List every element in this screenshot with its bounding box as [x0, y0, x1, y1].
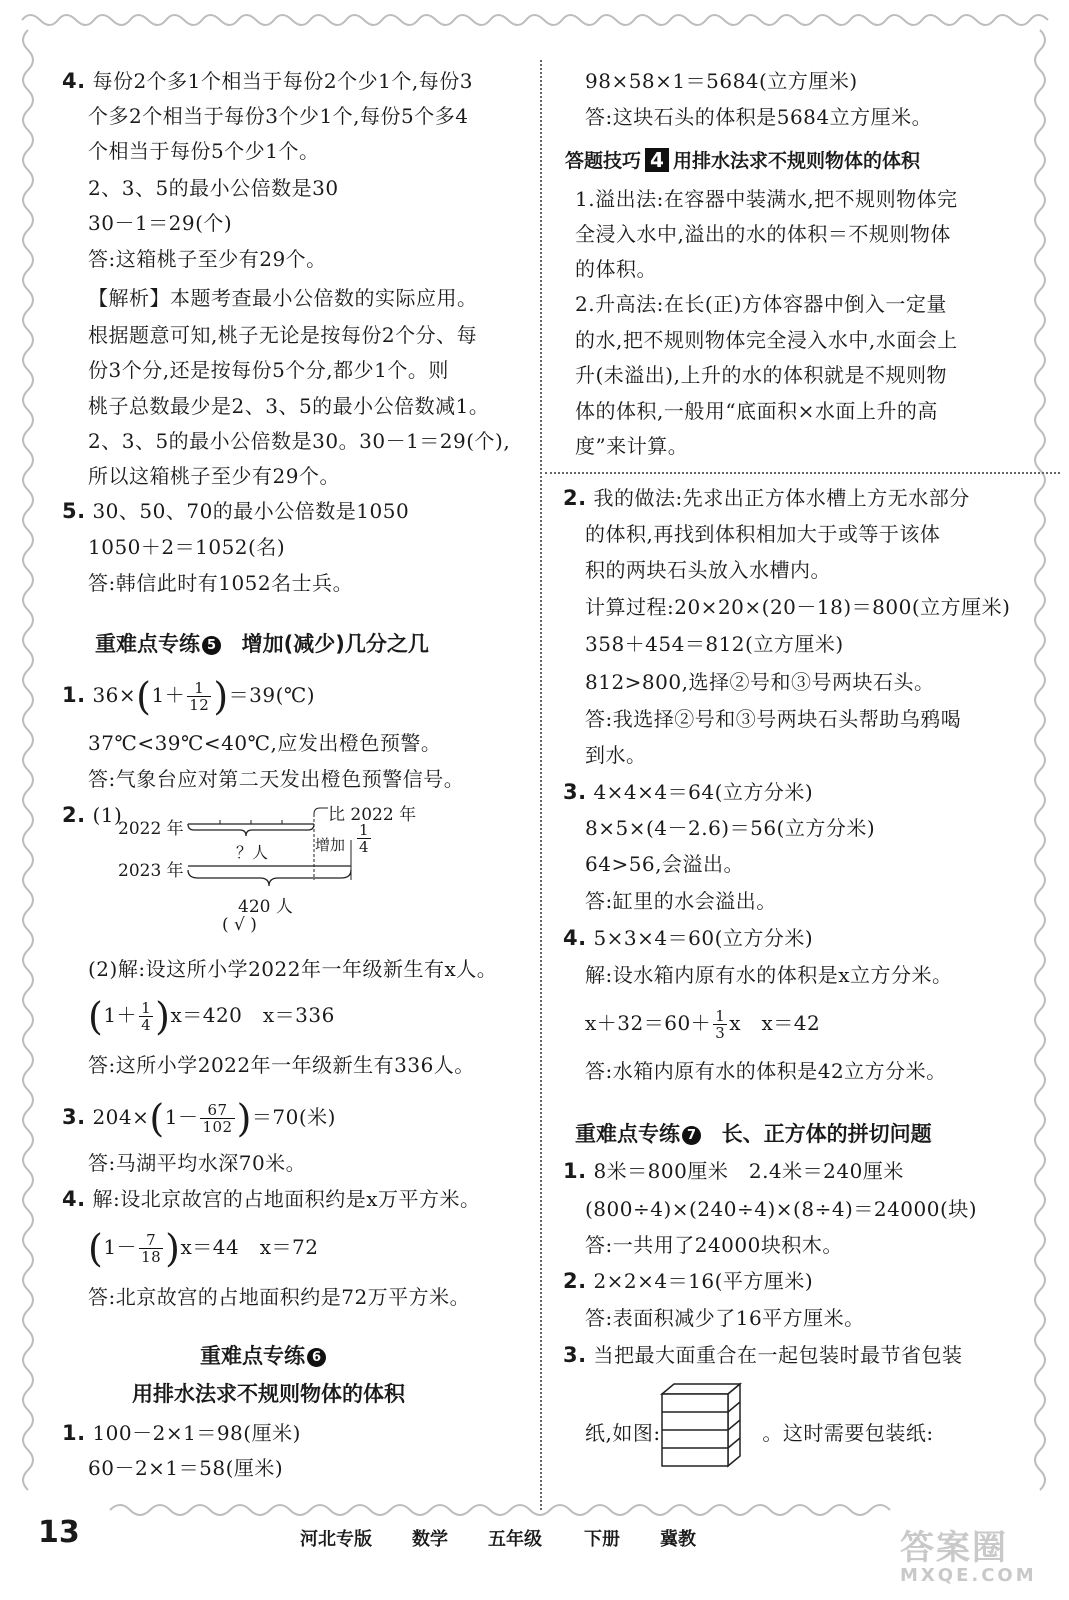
- s7q1-line-2: (800÷4)×(240÷4)×(8÷4)＝24000(块): [585, 1197, 978, 1221]
- s6q4-equation: [585, 1008, 820, 1041]
- s6q2-text: 我的做法:先求出正方体水槽上方无水部分: [593, 486, 970, 510]
- s6q2-line-6: 812>800,选择②号和③号两块石头。: [585, 670, 935, 694]
- tip-b5: 度”来计算。: [575, 434, 689, 458]
- question-number: 3.: [62, 1105, 86, 1129]
- s6q3-answer: 答:缸里的水会溢出。: [585, 889, 777, 913]
- eq-term: 1－: [103, 1235, 138, 1259]
- label-unknown: ？人: [236, 843, 269, 862]
- question-number: 2.: [62, 803, 86, 827]
- q5-text-1: 30、50、70的最小公倍数是1050: [92, 499, 410, 523]
- increase-fraction: $\frac{1}{4}$: [359, 821, 369, 856]
- q4-line-4: 2、3、5的最小公倍数是30: [88, 176, 339, 200]
- section-5-heading: [95, 628, 429, 658]
- q4-line-1: [62, 68, 473, 94]
- s5q2-answer: 答:这所小学2022年一年级新生有336人。: [88, 1053, 475, 1077]
- section-number-badge: 6: [307, 1348, 326, 1367]
- tip-b4: 体的体积,一般用“底面积×水面上升的高: [575, 399, 938, 423]
- question-number: 3.: [563, 1343, 587, 1367]
- question-number: 4.: [62, 1187, 86, 1211]
- s6q2-line-2: 的体积,再找到体积相加大于或等于该体: [585, 522, 941, 546]
- s7q3-prefix: 纸,如图:: [585, 1421, 661, 1445]
- tip-a1: 1.溢出法:在容器中装满水,把不规则物体完: [575, 187, 958, 211]
- question-number: 2.: [563, 486, 587, 510]
- tip-b1: 2.升高法:在长(正)方体容器中倒入一定量: [575, 292, 947, 316]
- q4-line-2: 个多2个相当于每份3个少1个,每份5个多4: [88, 104, 469, 128]
- question-number: 2.: [563, 1269, 587, 1293]
- s5q4-text: 解:设北京故宫的占地面积约是x万平方米。: [92, 1187, 481, 1211]
- label-total: 420 人: [238, 897, 293, 917]
- q4-analysis-5: 2、3、5的最小公倍数是30。30－1＝29(个),: [88, 429, 511, 453]
- s7q1-text: 8米＝800厘米 2.4米＝240厘米: [593, 1159, 904, 1183]
- footer-volume: 下册: [584, 1529, 620, 1550]
- question-number: 3.: [563, 780, 587, 804]
- s6q4-answer: 答:水箱内原有水的体积是42立方分米。: [585, 1059, 947, 1083]
- section-6-heading: [200, 1340, 332, 1370]
- q4-line-5: 30－1＝29(个): [88, 211, 233, 235]
- question-number: 4.: [62, 69, 86, 93]
- stacked-boxes-figure: [660, 1382, 750, 1472]
- question-number: 4.: [563, 926, 587, 950]
- question-number: 1.: [62, 1421, 86, 1445]
- tip-b3: 升(未溢出),上升的水的体积就是不规则物: [575, 363, 947, 387]
- s6q3-line-1: [563, 779, 813, 805]
- q4-analysis-1: 【解析】本题考查最小公倍数的实际应用。: [88, 286, 478, 310]
- q4-analysis-4: 桃子总数最少是2、3、5的最小公倍数减1。: [88, 394, 490, 418]
- s7q1-line-1: [563, 1158, 904, 1184]
- section-subtitle: 长、正方体的拼切问题: [721, 1122, 932, 1146]
- fraction: $\frac{7}{18}$: [141, 1231, 162, 1266]
- s5q1-answer: 答:气象台应对第二天发出橙色预警信号。: [88, 767, 465, 791]
- fraction: $\frac{1}{3}$: [715, 1007, 726, 1042]
- s5q1-equation: 1. 36×(1＋ $\frac{1}{12}$ )＝39(℃): [62, 674, 316, 719]
- s6q1-text: 100－2×1＝98(厘米): [92, 1421, 301, 1445]
- q4-analysis-6: 所以这箱桃子至少有29个。: [88, 464, 340, 488]
- fraction: $\frac{1}{4}$: [141, 999, 152, 1034]
- s6q1-line-2: 60－2×1＝58(厘米): [88, 1456, 284, 1480]
- eq-suffix: ＝39(℃): [228, 683, 316, 707]
- s5q2-part1: [62, 802, 122, 828]
- question-number: 1.: [62, 683, 86, 707]
- s7q2-answer: 答:表面积减少了16平方厘米。: [585, 1306, 865, 1330]
- s5q4-equation: (1－ $\frac{7}{18}$ )x＝44 x＝72: [88, 1226, 319, 1271]
- footer-grade: 五年级: [488, 1529, 542, 1550]
- tip-a2: 全浸入水中,溢出的水的体积＝不规则物体: [575, 222, 951, 246]
- question-number: 5.: [62, 499, 86, 523]
- footer-subject: 数学: [412, 1529, 448, 1550]
- q4-text-1: 每份2个多1个相当于每份2个少1个,每份3: [92, 69, 473, 93]
- label-check: ( √ ): [222, 915, 257, 935]
- label-compare: 比 2022 年: [328, 805, 417, 825]
- q4-analysis-2: 根据题意可知,桃子无论是按每份2个分、每: [88, 323, 478, 347]
- q5-line-1: [62, 498, 409, 524]
- s5q2-equation: (1＋ $\frac{1}{4}$ )x＝420 x＝336: [88, 994, 335, 1039]
- section-subtitle: 增加(减少)几分之几: [241, 632, 429, 656]
- s7q2-text: 2×2×4＝16(平方厘米): [593, 1269, 814, 1293]
- s6q3-line-2: 8×5×(4－2.6)＝56(立方分米): [585, 816, 876, 840]
- footer-edition: 河北专版: [300, 1529, 372, 1550]
- section-number-badge: 7: [682, 1126, 701, 1145]
- page-number: 13: [38, 1515, 80, 1550]
- eq-suffix: x x＝42: [729, 1011, 821, 1035]
- eq-prefix: 36×: [92, 683, 137, 707]
- section-title: 重难点专练: [200, 1344, 305, 1368]
- question-number: 1.: [563, 1159, 587, 1183]
- section-title: 重难点专练: [95, 632, 200, 656]
- s6q2-line-5: 358＋454＝812(立方厘米): [585, 632, 844, 656]
- section-7-heading: [575, 1118, 932, 1148]
- tip-separator: [545, 472, 1060, 474]
- eq-prefix: x＋32＝60＋: [585, 1011, 712, 1035]
- tip-number-badge: 4: [645, 148, 669, 172]
- eq-term: 1－: [164, 1105, 199, 1129]
- s6q2-line-1: [563, 485, 970, 511]
- label-2022: 2022 年: [118, 819, 184, 839]
- s7q3-line-1: [563, 1342, 962, 1368]
- s7q3-text: 当把最大面重合在一起包装时最节省包装: [593, 1343, 963, 1367]
- s6q2-line-4: 计算过程:20×20×(20－18)＝800(立方厘米): [585, 595, 1011, 619]
- s5q4-line-1: [62, 1186, 480, 1212]
- s6q4-line-1: [563, 925, 813, 951]
- s6q2-answer-2: 到水。: [585, 743, 647, 767]
- r-cont-answer: 答:这块石头的体积是5684立方厘米。: [585, 105, 933, 129]
- tip-title: 用排水法求不规则物体的体积: [672, 150, 920, 172]
- s5q2-part2: (2)解:设这所小学2022年一年级新生有x人。: [88, 957, 498, 981]
- s5q1-line-2: 37℃<39℃<40℃,应发出橙色预警。: [88, 731, 442, 755]
- label-increase: 增加: [315, 836, 346, 854]
- tip-heading: [565, 146, 920, 173]
- fraction: $\frac{1}{12}$: [189, 679, 210, 714]
- fraction: $\frac{67}{102}$: [202, 1101, 233, 1136]
- label-2023: 2023 年: [118, 861, 184, 881]
- eq-term: 1＋: [151, 683, 186, 707]
- eq-suffix: x＝420 x＝336: [170, 1003, 335, 1027]
- s5q4-answer: 答:北京故宫的占地面积约是72万平方米。: [88, 1285, 471, 1309]
- s6q2-line-3: 积的两块石头放入水槽内。: [585, 558, 831, 582]
- section-6-subtitle: 用排水法求不规则物体的体积: [132, 1382, 405, 1406]
- s7q3-suffix: 。这时需要包装纸:: [762, 1421, 934, 1445]
- section-number-badge: 5: [202, 636, 221, 655]
- s5q3-equation: 3. 204×(1－ $\frac{67}{102}$ )＝70(米): [62, 1096, 336, 1141]
- tip-b2: 的水,把不规则物体完全浸入水中,水面会上: [575, 328, 958, 352]
- watermark-logo: 答案圈 MXQE.COM: [900, 1528, 1037, 1586]
- q5-answer: 答:韩信此时有1052名士兵。: [88, 571, 354, 595]
- s6q2-answer-1: 答:我选择②号和③号两块石头帮助乌鸦喝: [585, 707, 962, 731]
- eq-suffix: x＝44 x＝72: [180, 1235, 319, 1259]
- tip-label: 答题技巧: [565, 150, 642, 172]
- eq-term: 1＋: [103, 1003, 138, 1027]
- section-title: 重难点专练: [575, 1122, 680, 1146]
- s6q1-line-1: [62, 1420, 301, 1446]
- q4-analysis-3: 份3个分,还是按每份5个分,都少1个。则: [88, 358, 449, 382]
- s7q2-line-1: [563, 1268, 813, 1294]
- q4-line-3: 个相当于每份5个少1个。: [88, 139, 320, 163]
- line-segment-diagram: [118, 800, 418, 935]
- eq-suffix: ＝70(米): [251, 1105, 336, 1129]
- q4-answer: 答:这箱桃子至少有29个。: [88, 247, 327, 271]
- footer-publisher: 冀教: [660, 1529, 696, 1550]
- column-divider: [540, 60, 542, 1510]
- s6q4-line-2: 解:设水箱内原有水的体积是x立方分米。: [585, 963, 953, 987]
- s7q1-answer: 答:一共用了24000块积木。: [585, 1233, 843, 1257]
- s6q4-text: 5×3×4＝60(立方分米): [593, 926, 814, 950]
- r-cont-line-1: 98×58×1＝5684(立方厘米): [585, 69, 858, 93]
- tip-a3: 的体积。: [575, 257, 657, 281]
- s6q3-line-3: 64>56,会溢出。: [585, 852, 745, 876]
- q5-line-2: 1050＋2＝1052(名): [88, 535, 286, 559]
- s5q3-answer: 答:马湖平均水深70米。: [88, 1151, 307, 1175]
- s6q3-text: 4×4×4＝64(立方分米): [593, 780, 814, 804]
- segment-lines: [118, 800, 418, 900]
- eq-prefix: 204×: [92, 1105, 150, 1129]
- part-label: (1): [92, 803, 123, 827]
- s7q3-line-2: [585, 1420, 934, 1446]
